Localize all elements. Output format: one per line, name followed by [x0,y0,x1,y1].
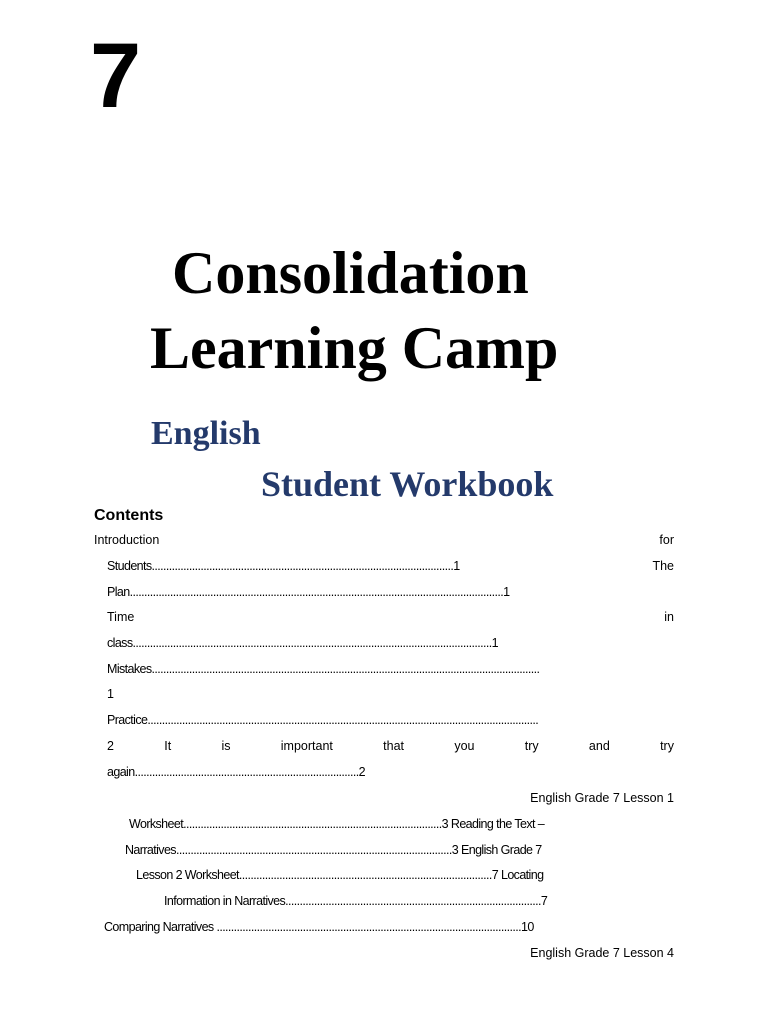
toc-line [107,685,147,703]
toc-text: that [383,739,405,753]
toc-text: Comparing Narratives ..........................................................................................................10 [104,920,534,934]
toc-line [107,583,652,601]
title-line-2: Learning Camp [150,315,559,381]
toc-line [136,866,674,884]
toc-line [107,763,467,781]
toc-text: in [664,610,674,624]
toc-text: Narratives................................................................................................3 English Grade 7 [125,843,542,857]
toc-text: try [524,739,539,753]
toc-text: Mistakes....................................................................................................................................... [107,662,540,676]
toc-text: 2 [107,739,114,753]
toc-text: you [454,739,475,753]
toc-text: is [221,739,231,753]
toc-text: for [659,533,674,547]
toc-line [107,737,674,755]
toc-line [107,711,671,729]
toc-text: Time [107,610,135,624]
grade-number: 7 [90,25,142,127]
toc-text: English Grade 7 Lesson 1 [530,791,674,805]
toc-line [500,789,674,807]
toc-text: Introduction [94,533,160,547]
toc-line [125,841,674,859]
toc-line [164,892,674,910]
toc-text: important [280,739,333,753]
toc-text: and [588,739,610,753]
toc-text: class.............................................................................................................................1 [107,636,498,650]
toc-line [129,815,674,833]
toc-text: Students.........................................................................................................1 [107,559,460,573]
toc-line [107,634,627,652]
toc-line [107,660,669,678]
toc-text: English Grade 7 Lesson 4 [530,946,674,960]
toc-text: The [652,559,674,573]
toc-text: 1 [107,687,114,701]
subject-heading: English [151,415,261,452]
toc-line [104,918,674,936]
toc-text: try [660,739,674,753]
toc-line [500,944,674,962]
toc-line [107,608,674,626]
title-line-1: Consolidation [172,240,529,306]
toc-text: Worksheet..........................................................................................3 Reading the Text – [129,817,545,831]
toc-text: Plan..................................................................................................................................1 [107,585,510,599]
subtitle-heading: Student Workbook [261,464,554,504]
toc-line [107,557,674,575]
toc-text: Information in Narratives.........................................................................................7 [164,894,548,908]
contents-heading: Contents [94,507,164,524]
toc-text: Lesson 2 Worksheet........................................................................................7 Locating [136,868,544,882]
toc-text: It [164,739,172,753]
toc-text: Practice........................................................................................................................................ [107,713,539,727]
toc-line [94,531,674,549]
toc-text: again..............................................................................2 [107,765,366,779]
